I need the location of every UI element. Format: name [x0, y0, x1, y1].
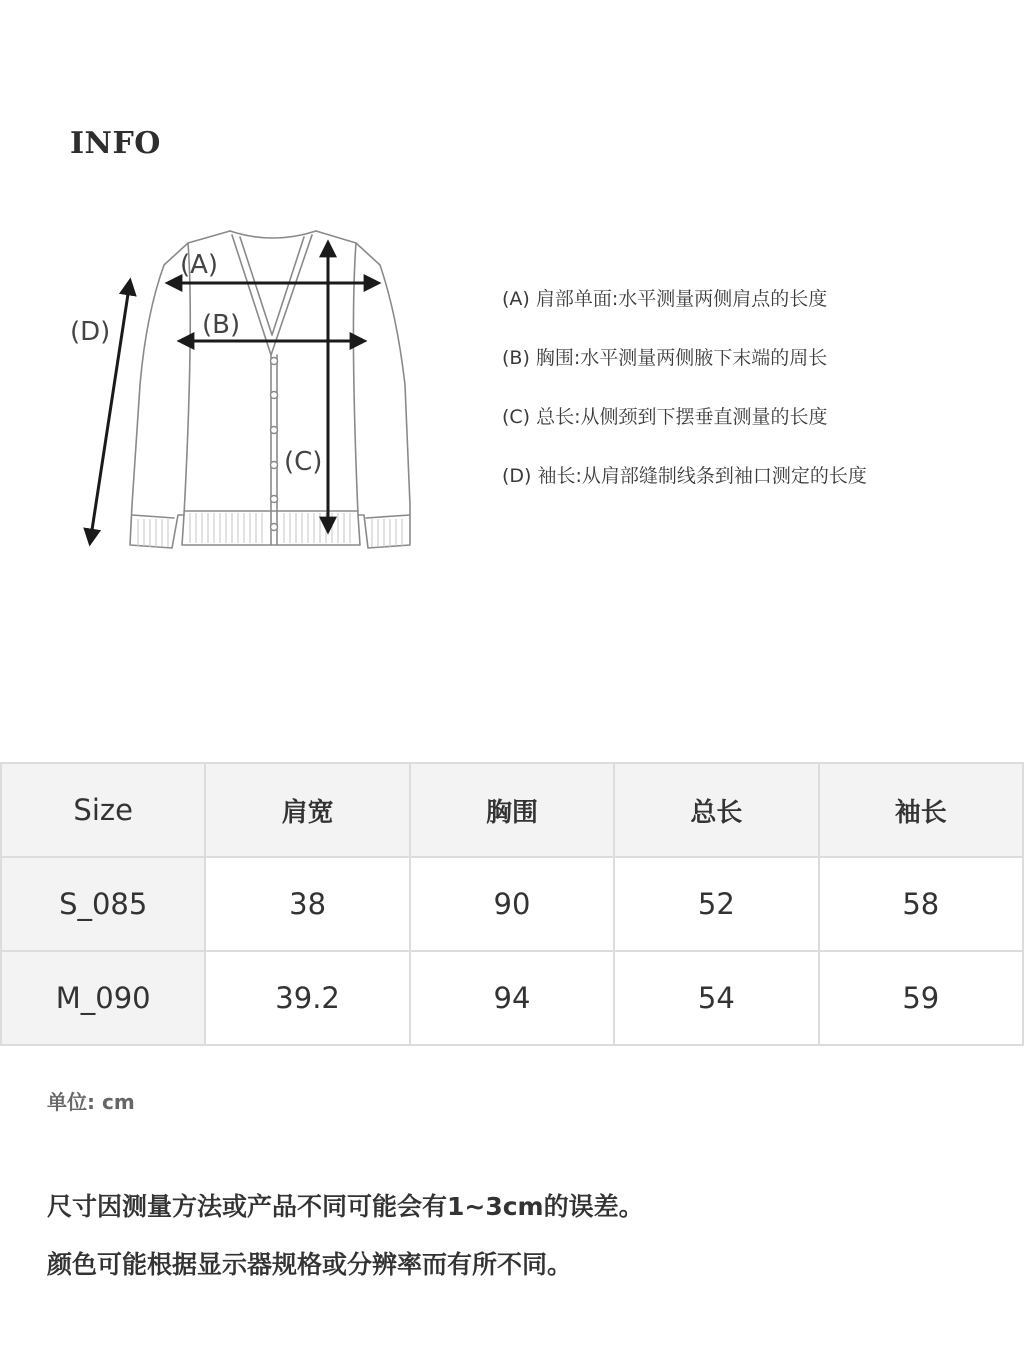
header-length: 总长: [614, 763, 818, 857]
cell-chest: 94: [410, 951, 614, 1045]
label-a: (A): [180, 250, 219, 280]
note-measurement-error: 尺寸因测量方法或产品不同可能会有1~3cm的误差。: [47, 1192, 644, 1221]
cardigan-measurement-diagram: [60, 215, 460, 565]
button-2: [271, 392, 278, 399]
button-1: [271, 358, 278, 365]
header-shoulder: 肩宽: [205, 763, 409, 857]
cell-length: 52: [614, 857, 818, 951]
definition-a: (A) 肩部单面:水平测量两侧肩点的长度: [502, 288, 828, 310]
definition-c: (C) 总长:从侧颈到下摆垂直测量的长度: [502, 406, 828, 428]
button-6: [271, 524, 278, 531]
label-b: (B): [202, 310, 241, 340]
measurement-definitions: [502, 285, 1002, 521]
cell-size: S_085: [1, 857, 205, 951]
header-sleeve: 袖长: [819, 763, 1023, 857]
cardigan-neckline: [230, 231, 316, 238]
size-table: [0, 762, 1024, 1046]
cell-sleeve: 58: [819, 857, 1023, 951]
table-row: [1, 951, 1023, 1045]
definition-d: (D) 袖长:从肩部缝制线条到袖口测定的长度: [502, 465, 867, 487]
cell-chest: 90: [410, 857, 614, 951]
header-chest: 胸围: [410, 763, 614, 857]
cell-length: 54: [614, 951, 818, 1045]
cell-size: M_090: [1, 951, 205, 1045]
cardigan-body-outline: [130, 231, 410, 548]
cell-shoulder: 39.2: [205, 951, 409, 1045]
label-c: (C): [284, 447, 323, 477]
button-3: [271, 427, 278, 434]
header-size: Size: [1, 763, 205, 857]
info-title: INFO: [70, 126, 161, 161]
cell-sleeve: 59: [819, 951, 1023, 1045]
button-4: [271, 462, 278, 469]
note-color-difference: 颜色可能根据显示器规格或分辨率而有所不同。: [47, 1250, 573, 1279]
cell-shoulder: 38: [205, 857, 409, 951]
table-header-row: [1, 763, 1023, 857]
button-5: [271, 496, 278, 503]
table-row: [1, 857, 1023, 951]
unit-label: 单位: cm: [47, 1090, 135, 1114]
label-d: (D): [70, 317, 111, 347]
definition-b: (B) 胸围:水平测量两侧腋下末端的周长: [502, 347, 828, 369]
